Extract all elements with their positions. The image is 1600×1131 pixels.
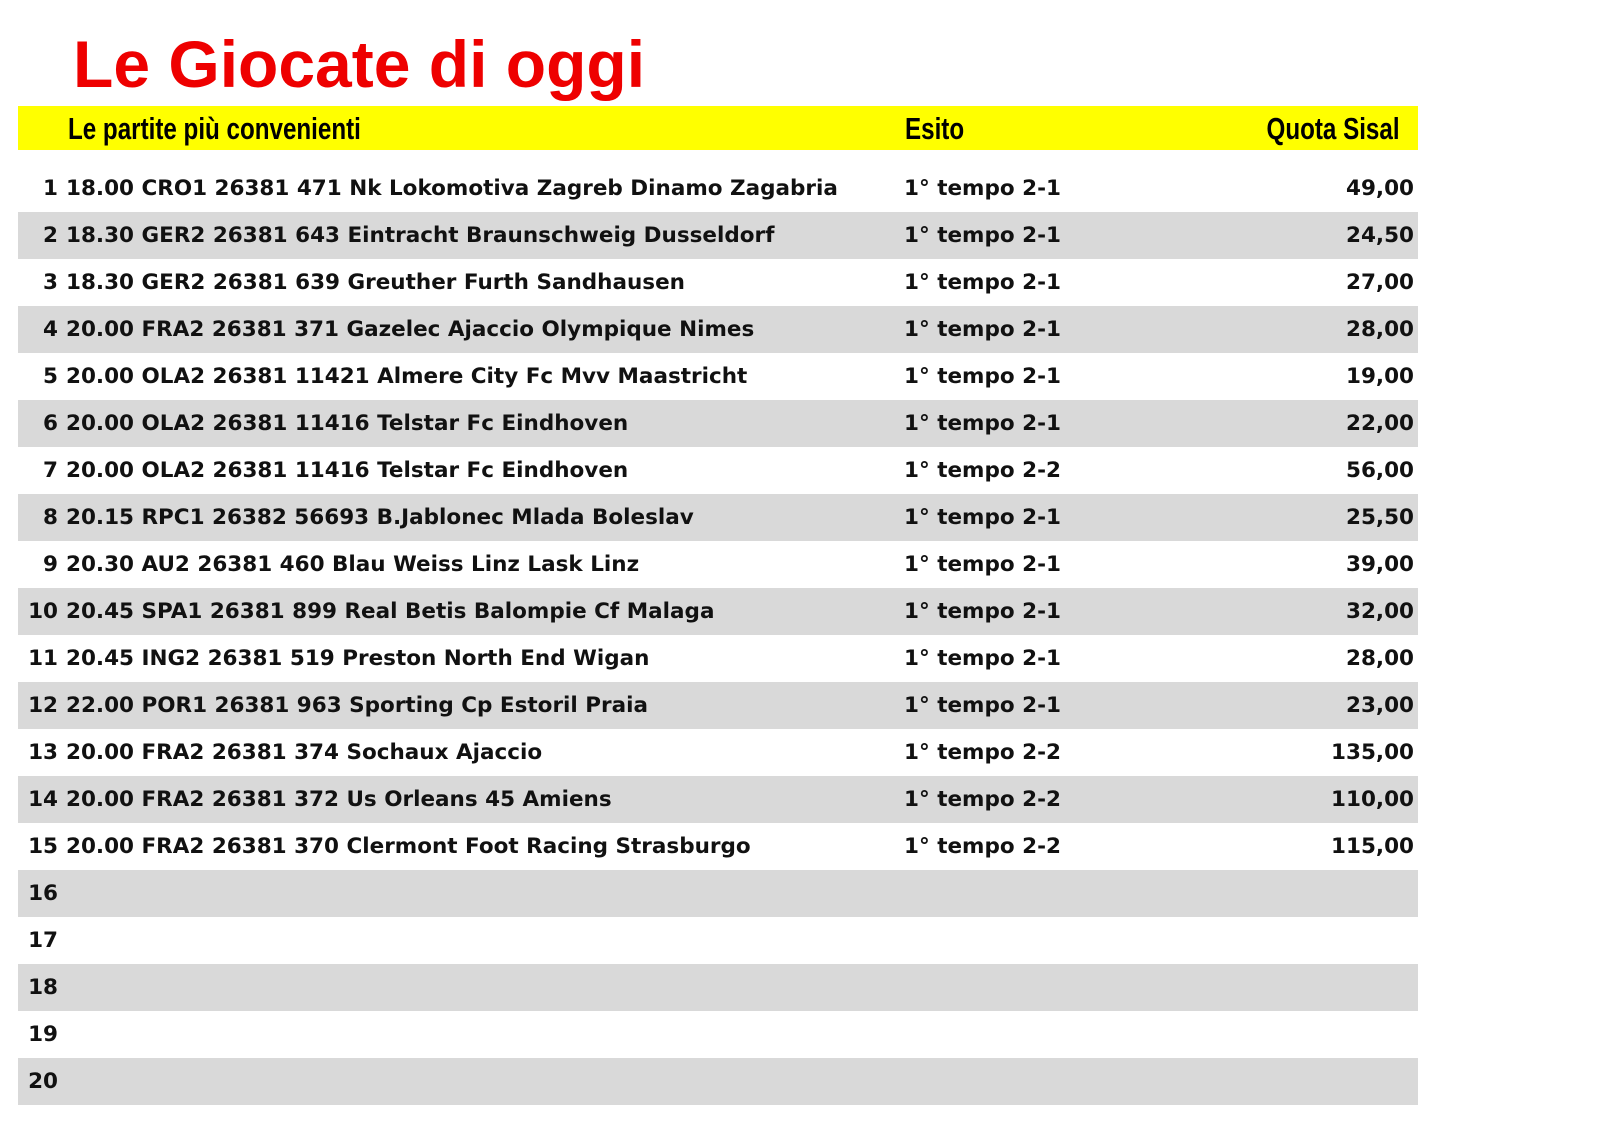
row-number: 15	[28, 834, 58, 859]
row-quota: 27,00	[1345, 270, 1414, 295]
row-number: 8	[43, 505, 58, 530]
row-esito: 1° tempo 2-1	[904, 552, 1061, 577]
row-quota: 56,00	[1345, 458, 1414, 483]
row-number: 11	[28, 646, 58, 671]
row-match: 18.30 GER2 26381 639 Greuther Furth Sandhausen	[66, 270, 685, 295]
table-header	[18, 106, 1418, 150]
table-row	[18, 353, 1418, 400]
row-number: 9	[43, 552, 58, 577]
table-row	[18, 870, 1418, 917]
header-match-label: Le partite più convenienti	[68, 111, 361, 146]
row-match: 20.45 SPA1 26381 899 Real Betis Balompie Cf Malaga	[66, 599, 715, 624]
table-row	[18, 165, 1418, 212]
table-row	[18, 729, 1418, 776]
row-quota: 110,00	[1331, 787, 1414, 812]
row-quota: 25,50	[1345, 505, 1414, 530]
row-quota: 19,00	[1345, 364, 1414, 389]
header-esito-label: Esito	[905, 111, 965, 146]
row-number: 5	[43, 364, 58, 389]
row-match: 18.00 CRO1 26381 471 Nk Lokomotiva Zagreb Dinamo Zagabria	[66, 176, 838, 201]
row-esito: 1° tempo 2-1	[904, 364, 1061, 389]
row-number: 1	[43, 176, 58, 201]
row-esito: 1° tempo 2-1	[904, 646, 1061, 671]
table-row	[18, 212, 1418, 259]
row-number: 18	[28, 975, 58, 1000]
row-number: 13	[28, 740, 58, 765]
row-quota: 39,00	[1345, 552, 1414, 577]
row-number: 12	[28, 693, 58, 718]
table-row	[18, 494, 1418, 541]
table-row	[18, 964, 1418, 1011]
row-quota: 49,00	[1345, 176, 1414, 201]
row-esito: 1° tempo 2-2	[904, 834, 1061, 859]
row-number: 6	[43, 411, 58, 436]
row-number: 19	[28, 1022, 58, 1047]
row-match: 20.30 AU2 26381 460 Blau Weiss Linz Lask Linz	[66, 552, 640, 577]
row-esito: 1° tempo 2-2	[904, 740, 1061, 765]
row-esito: 1° tempo 2-1	[904, 411, 1061, 436]
matches-table	[18, 165, 1418, 1105]
row-match: 20.00 FRA2 26381 371 Gazelec Ajaccio Olympique Nimes	[66, 317, 755, 342]
header-quota-label: Quota Sisal	[1266, 111, 1400, 146]
row-match: 20.00 OLA2 26381 11416 Telstar Fc Eindhoven	[66, 458, 629, 483]
table-row	[18, 541, 1418, 588]
row-number: 20	[28, 1069, 58, 1094]
table-row	[18, 682, 1418, 729]
table-row	[18, 259, 1418, 306]
row-esito: 1° tempo 2-1	[904, 317, 1061, 342]
table-row	[18, 1058, 1418, 1105]
row-number: 16	[28, 881, 58, 906]
row-match: 20.00 OLA2 26381 11416 Telstar Fc Eindhoven	[66, 411, 629, 436]
row-number: 10	[28, 599, 58, 624]
row-match: 22.00 POR1 26381 963 Sporting Cp Estoril Praia	[66, 693, 649, 718]
row-match: 20.45 ING2 26381 519 Preston North End Wigan	[66, 646, 650, 671]
row-number: 4	[43, 317, 58, 342]
row-match: 18.30 GER2 26381 643 Eintracht Braunschweig Dusseldorf	[66, 223, 775, 248]
row-quota: 32,00	[1345, 599, 1414, 624]
row-esito: 1° tempo 2-1	[904, 270, 1061, 295]
row-esito: 1° tempo 2-1	[904, 505, 1061, 530]
table-row	[18, 635, 1418, 682]
table-row	[18, 776, 1418, 823]
row-quota: 23,00	[1345, 693, 1414, 718]
row-number: 3	[43, 270, 58, 295]
row-match: 20.00 FRA2 26381 374 Sochaux Ajaccio	[66, 740, 543, 765]
row-number: 14	[28, 787, 58, 812]
table-row	[18, 917, 1418, 964]
row-quota: 22,00	[1345, 411, 1414, 436]
row-match: 20.00 OLA2 26381 11421 Almere City Fc Mvv Maastricht	[66, 364, 748, 389]
row-number: 17	[28, 928, 58, 953]
page-title: Le Giocate di oggi	[73, 27, 646, 101]
row-match: 20.00 FRA2 26381 372 Us Orleans 45 Amiens	[66, 787, 612, 812]
row-match: 20.15 RPC1 26382 56693 B.Jablonec Mlada Boleslav	[66, 505, 694, 530]
table-row	[18, 447, 1418, 494]
row-esito: 1° tempo 2-2	[904, 787, 1061, 812]
row-quota: 115,00	[1331, 834, 1414, 859]
row-quota: 135,00	[1331, 740, 1414, 765]
row-number: 7	[43, 458, 58, 483]
table-row	[18, 306, 1418, 353]
row-quota: 24,50	[1345, 223, 1414, 248]
table-row	[18, 1011, 1418, 1058]
row-esito: 1° tempo 2-2	[904, 458, 1061, 483]
table-row	[18, 823, 1418, 870]
row-number: 2	[43, 223, 58, 248]
row-esito: 1° tempo 2-1	[904, 176, 1061, 201]
row-match: 20.00 FRA2 26381 370 Clermont Foot Racing Strasburgo	[66, 834, 751, 859]
row-quota: 28,00	[1345, 646, 1414, 671]
row-esito: 1° tempo 2-1	[904, 599, 1061, 624]
row-esito: 1° tempo 2-1	[904, 223, 1061, 248]
table-row	[18, 588, 1418, 635]
table-row	[18, 400, 1418, 447]
row-quota: 28,00	[1345, 317, 1414, 342]
row-esito: 1° tempo 2-1	[904, 693, 1061, 718]
